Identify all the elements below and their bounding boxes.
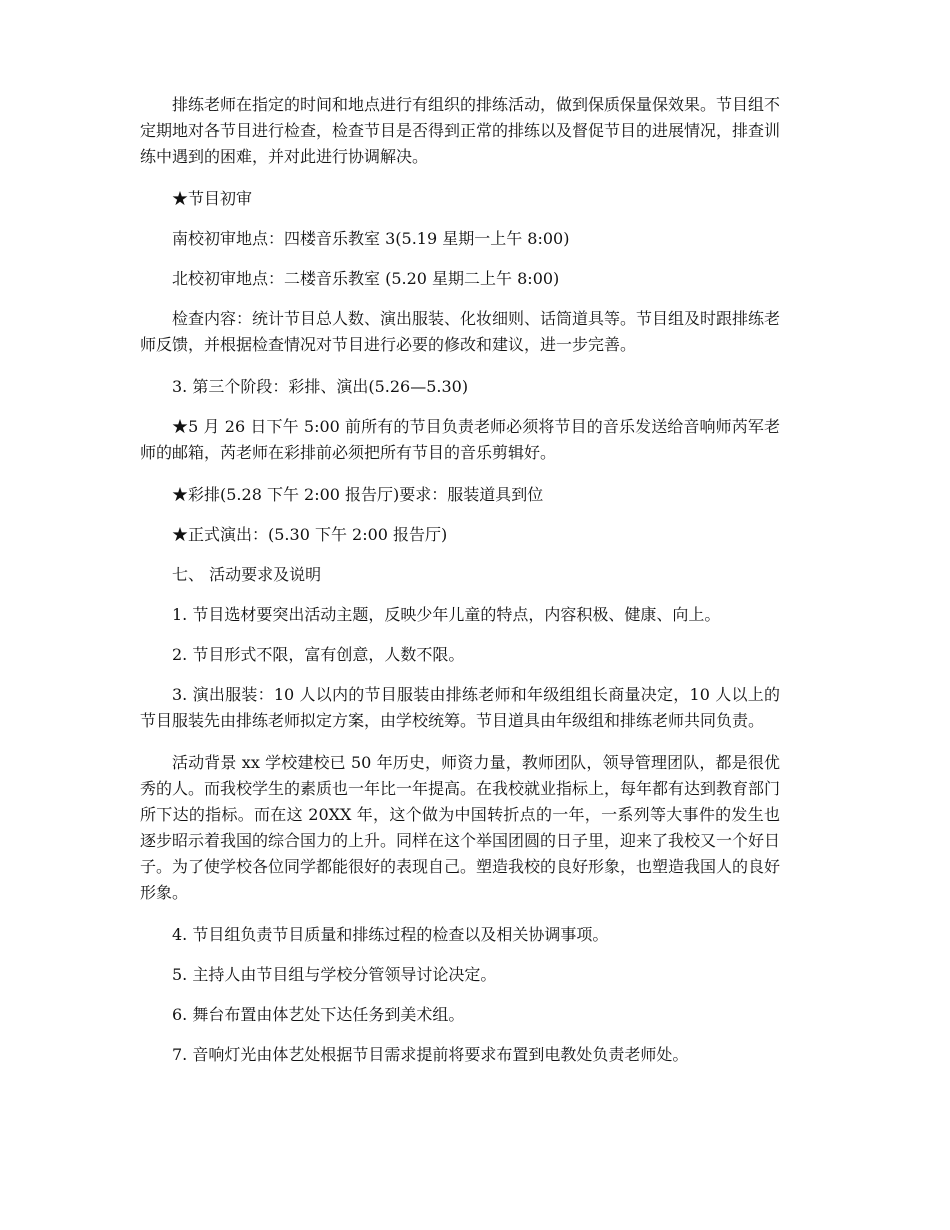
document-body	[140, 92, 780, 1082]
paragraph-music-deadline: ★5 月 26 日下午 5:00 前所有的节目负责老师必须将节目的音乐发送给音响师芮军老师的邮箱，芮老师在彩排前必须把所有节目的音乐剪辑好。	[140, 417, 780, 462]
paragraph-requirement-7: 7. 音响灯光由体艺处根据节目需求提前将要求布置到电教处负责老师处。	[172, 1045, 689, 1064]
paragraph-requirement-4: 4. 节目组负责节目质量和排练过程的检查以及相关协调事项。	[172, 925, 609, 944]
paragraph-south-campus-review: 南校初审地点：四楼音乐教室 3(5.19 星期一上午 8:00)	[172, 229, 570, 248]
paragraph-dress-rehearsal: ★彩排(5.28 下午 2:00 报告厅)要求：服装道具到位	[172, 485, 544, 504]
paragraph-stage-three: 3. 第三个阶段：彩排、演出(5.26—5.30)	[172, 377, 469, 396]
paragraph-formal-performance: ★正式演出：(5.30 下午 2:00 报告厅)	[172, 525, 448, 544]
paragraph-rehearsal-check: 排练老师在指定的时间和地点进行有组织的排练活动，做到保质保量保效果。节目组不定期地对各节目进行检查，检查节目是否得到正常的排练以及督促节目的进展情况，排查训练中遇到的困难，并对此进行协调解决。	[140, 95, 781, 166]
heading-initial-review: ★节目初审	[172, 189, 253, 208]
paragraph-activity-background: 活动背景 xx 学校建校已 50 年历史，师资力量，教师团队，领导管理团队，都是很优秀的人。而我校学生的素质也一年比一年提高。在我校就业指标上，每年都有达到教育部门所下达的指标。而在这 20XX 年，这个做为中国转折点的一年，一系列等大事件的发生也逐步昭示着我国的综合国力的上升。同样在这个举国团圆的日子里，迎来了我校又一个好日子。为了使学校各位同学都能很好的表现自己。塑造我校的良好形象，也塑造我国人的良好形象。	[140, 753, 781, 902]
paragraph-requirement-6: 6. 舞台布置由体艺处下达任务到美术组。	[172, 1005, 465, 1024]
paragraph-north-campus-review: 北校初审地点：二楼音乐教室 (5.20 星期二上午 8:00)	[172, 269, 560, 288]
paragraph-requirement-2: 2. 节目形式不限，富有创意，人数不限。	[172, 645, 465, 664]
heading-activity-requirements: 七、 活动要求及说明	[172, 565, 322, 584]
paragraph-requirement-5: 5. 主持人由节目组与学校分管领导讨论决定。	[172, 965, 497, 984]
paragraph-requirement-1: 1. 节目选材要突出活动主题，反映少年儿童的特点，内容积极、健康、向上。	[172, 605, 721, 624]
paragraph-requirement-3: 3. 演出服装：10 人以内的节目服装由排练老师和年级组组长商量决定，10 人以上的节目服装先由排练老师拟定方案，由学校统筹。节目道具由年级组和排练老师共同负责。	[140, 685, 780, 730]
paragraph-review-content: 检查内容：统计节目总人数、演出服装、化妆细则、话筒道具等。节目组及时跟排练老师反馈，并根据检查情况对节目进行必要的修改和建议，进一步完善。	[140, 309, 781, 354]
